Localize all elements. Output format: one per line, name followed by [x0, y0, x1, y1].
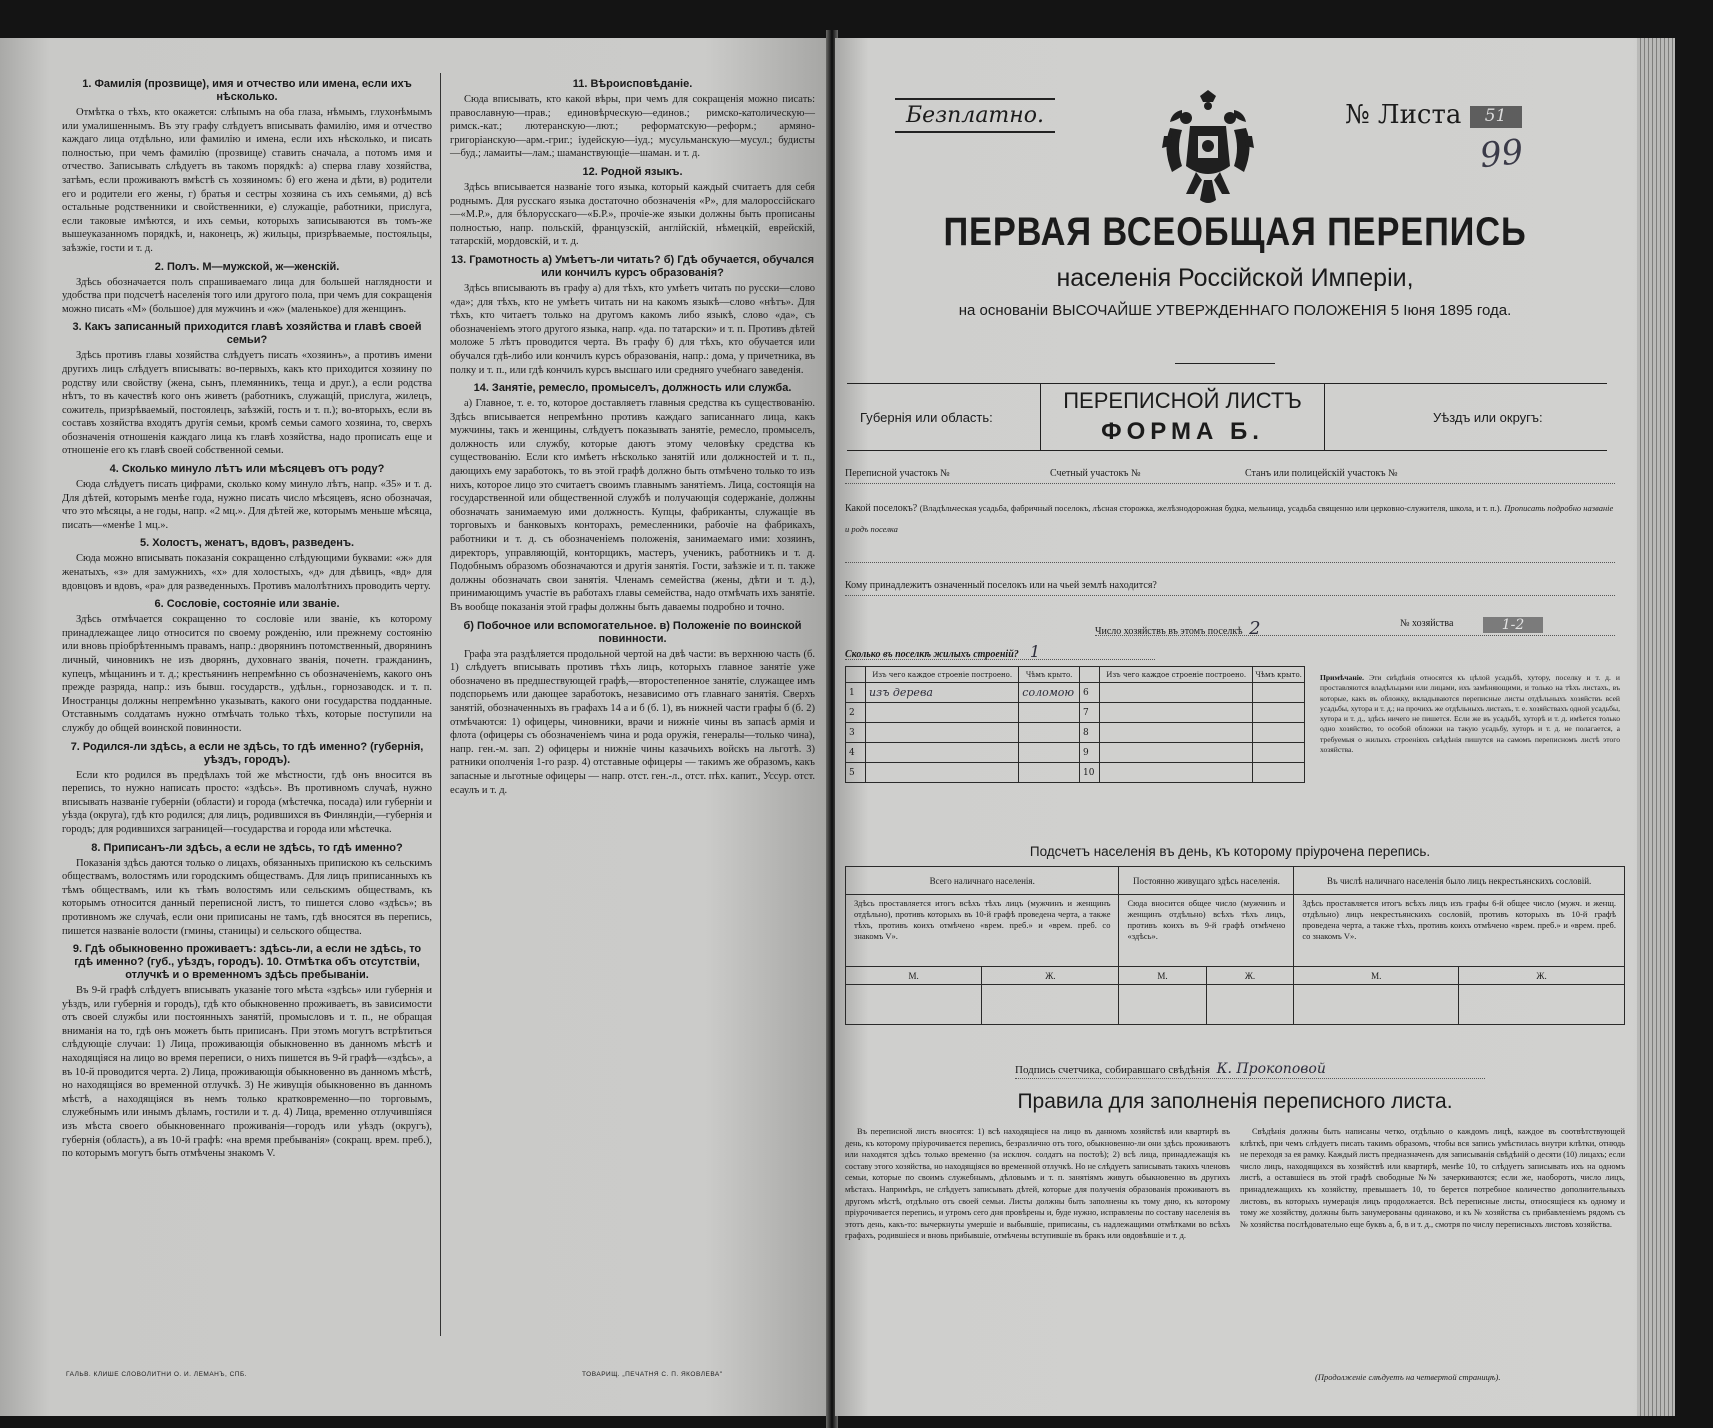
settlement-block [845, 498, 1615, 540]
imprint-right: ТОВАРИЩ. „ПЕЧАТНЯ С. П. ЯКОВЛЕВА" [582, 1371, 723, 1378]
buildings-table-header: Чѣмъ крыто. [1019, 667, 1080, 683]
building-roof [1019, 703, 1080, 723]
count-column-heading: Всего наличнаго населенія. [846, 867, 1119, 895]
building-material [1100, 763, 1253, 783]
count-value-cell [1459, 985, 1625, 1025]
female-column-label: Ж. [1459, 967, 1625, 985]
stamp-number: 99 [1478, 131, 1526, 177]
sheet-number-value: 51 [1470, 106, 1522, 128]
instruction-heading: б) Побочное или вспомогательное. в) Положеніе по воинской повинности. [463, 619, 802, 645]
right-page [835, 38, 1675, 1416]
rules-text-left: Въ переписной листъ вносятся: 1) всѣ находящіеся на лицо въ данномъ хозяйствѣ или квартирѣ въ день, къ которому пріурочивается перепись, безразлично отъ того, обыкновенно-ли они здѣсь проживаютъ или находятся здѣсь только временно (за исключ. солдатъ на постоѣ); 2) всѣ лица, принадлежащія къ составу этого хозяйства, но находящіяся во временной отлучкѣ. Но не слѣдуетъ записывать такихъ членовъ семьи, которые по своимъ служебнымъ, дѣловымъ и т. п. занятіямъ живутъ обыкновенно въ другихъ мѣстахъ. Напримѣръ, не слѣдуетъ записывать дѣтей, которые для полученія образованія проживаютъ въ другомъ мѣстѣ, отдѣльно отъ своей семьи. Листы должны быть заполнены къ тому дню, къ которому пріурочивается перепись, и утромъ сего дня провѣрены и, буде нужно, исправлены по составу населенія въ этотъ день, какъ-то: вычеркнуты умершіе и выбывшіе, приписаны, съ надлежащими отмѣтками во всѣхъ графахъ, родившіеся и вновь прибывшіе, отмѣчены вступившіе въ бракъ или овдовѣвшіе и т. д. [845, 1127, 1230, 1241]
instruction-text: Здѣсь обозначается полъ спрашиваемаго лица для большей наглядности и удобства при подсчетѣ населенія того или другого пола, при чемъ для сокращенія можно писать «М» (большое) для мужчинъ и «ж» (маленькое) для женщинъ. [62, 276, 432, 315]
building-material [1100, 723, 1253, 743]
instruction-heading: 11. Вѣроисповѣданіе. [572, 78, 693, 90]
instruction-heading: 3. Какъ записанный приходится главѣ хозяйства и главѣ своей семьи? [72, 321, 422, 347]
buildings-table-header [846, 667, 866, 683]
instruction-text: Здѣсь вписывается названіе того языка, который каждый считаетъ для себя роднымъ. Для русскаго языка достаточно обозначенія «Р», для малороссійскаго—«М.Р.», для бѣлорусскаго—«Б.Р.», прочіе-же языки должны быть прописаны полностью, напр. польскій, французскій, англійскій, нѣмецкій, еврейскій, татарскій, мордовскій, и т. д. [450, 181, 815, 248]
instruction-text: Графа эта раздѣляется продольной чертой на двѣ части: въ верхнюю часть (б. 1) слѣдуетъ вписывать противъ тѣхъ лицъ, которыхъ главное занятіе уже обозначено въ предшествующей графѣ,—второстепенное занятіе, служащее имъ подспорьемъ или дающее заработокъ, независимо отъ главнаго занятія. Сверхъ занятій, обозначенныхъ въ графахъ 14 а и б (б. 1), въ нижней части графы б (б. 2) отмѣчаются: 1) офицеры, чиновники, врачи и нижніе чины въ запасѣ армія и флота (офицеры съ обозначеніемъ чина и рода оружія, генералы—только чина), напр. ген.-м. зап. 2) офицеры и нижніе чины казачьихъ войскъ на льготѣ. 3) ратники ополченія 1-го разр. 4) отставные офицеры — такимъ же образомъ, какъ запасные и льготные офицеры — напр. отст. ген.-л., отст. пѣх. капит., Уссур. отст. есаулъ и т. д. [450, 648, 815, 796]
imprint-left: ГАЛЬВ. КЛИШЕ СЛОВОЛИТНИ О. И. ЛЕМАНЪ, СПБ. [66, 1371, 248, 1378]
instruction-heading: 2. Полъ. М—мужской, ж—женскій. [154, 260, 340, 273]
count-value-cell [1294, 985, 1459, 1025]
instruction-text: Отмѣтка о тѣхъ, кто окажется: слѣпымъ на оба глаза, нѣмымъ, глухонѣмымъ или умалишеннымъ. Въ эту графу слѣдуетъ вписывать фамилію, имя и отчество каждаго лица отдѣльно, или фамилію и имена, если ихъ нѣсколько, и писать полностью, при чемъ фамилію (прозвище) ставить сначала, а потомъ имя и отчество. Записывать слѣдуетъ въ такомъ порядкѣ: а) сперва главу хозяйства, затѣмъ, если проживаютъ вмѣстѣ съ хозяиномъ: б) его жена и дѣти, в) родители его и родители его жены, г) братья и сестры хозяина съ ихъ семьями, д) всѣ остальные родственники и свойственники, е) служащіе, работники, прислуга, если таковые имѣются, и ихъ семьи, которыхъ записываются въ томъ-же вышеуказанномъ порядкѣ, и, наконецъ, ж) жильцы, призрѣваемые, постояльцы, заѣзжіе, гости и т. д. [62, 107, 432, 254]
sheet-title: ПЕРЕПИСНОЙ ЛИСТЪ [1063, 388, 1302, 413]
building-roof: соломою [1019, 683, 1080, 703]
building-roof [1019, 723, 1080, 743]
note-block [1320, 673, 1620, 755]
instruction-heading: 9. Гдѣ обыкновенно проживаетъ: здѣсь-ли, а если не здѣсь, то гдѣ именно? (губ., уѣздъ, городъ). 10. Отмѣтка объ отсутствіи, отлучкѣ и о временномъ здѣсь пребываніи. [72, 943, 422, 982]
instruction-text: Въ 9-й графѣ слѣдуетъ вписывать указаніе того мѣста «здѣсь» или губернія и уѣздъ, или губернія и городъ), гдѣ кто обыкновенно проживаетъ, въ зависимости отъ своей службы или постоянныхъ занятій, промысловъ и т. п., не обращая вниманія на то, гдѣ онъ можетъ быть приписанъ. При этомъ могутъ встрѣтиться слѣдующіе случаи: 1) Лица, проживающія обыкновенно въ данномъ мѣстѣ и находящіяся на лицо во время переписи, о нихъ пишется въ 9-й графѣ—«здѣсь», а въ 10-й проводится черта. 2) Лица, проживающія обыкновенно въ данномъ мѣстѣ, но находящіяся во временной отлучкѣ. 3) Не живущія обыкновенно въ данномъ мѣстѣ, а находящіяся въ немъ только кратковременно—по торговымъ, служебнымъ или инымъ дѣламъ, гостили и т. д. 4) Лица, временно отлучившіяся изъ мѣста своего обыкновеннаго проживанія—городъ или уѣздъ (округъ), губернія (область), а въ 10-й графѣ: «на время пребыванія» (сокращ. врем. преб.), по которымъ могутъ быть отмѣчены знакомъ V. [62, 985, 432, 1160]
rules-text-right: Свѣдѣнія должны быть написаны четко, отдѣльно о каждомъ лицѣ, каждое въ соотвѣтствующей клѣткѣ, при чемъ слѣдуетъ писать такимъ образомъ, чтобы вся запись умѣстилась внутри клѣтки, отнюдь не переходя за ея рамку. Каждый листъ предназначенъ для записыванія свѣдѣній о десяти (10) лицахъ; если число лицъ, находящихся въ хозяйствѣ или квартирѣ, менѣе 10, то слѣдуетъ записывать ихъ на одномъ листѣ, а оставшіеся въ этой графѣ свободные №№ зачеркиваются; если же, наоборотъ, число лицъ, принадлежащихъ къ хозяйству, превышаетъ 10, то берется потребное количество дополнительныхъ листовъ, въ которыхъ нумерація лицъ продолжается. Всѣ переписные листы, относящіеся къ одному и тому же хозяйству, должны быть занумерованы одинаково, и къ № хозяйства съ прибавленіемъ рядомъ съ № хозяйства послѣдовательно еще буквъ а, б, в и т. д., смотря по числу переписныхъ листовъ хозяйства. [1240, 1127, 1625, 1229]
buildings-table-header: Изъ чего каждое строеніе построено. [866, 667, 1019, 683]
building-roof [1253, 743, 1305, 763]
buildings-label: Сколько въ поселкѣ жилыхъ строеній? [845, 649, 1019, 660]
building-material [866, 743, 1019, 763]
count-value-cell [1206, 985, 1294, 1025]
instruction-text: Сюда можно вписывать показанія сокращенно слѣдующими буквами: «ж» для женатыхъ, «з» для замужнихъ, «х» для холостыхъ, «д» для дѣвицъ, «вд» для вдовцовъ и вдовъ, «ра» для разведенныхъ. Противъ малолѣтнихъ проводить черту. [62, 553, 432, 592]
count-value-cell [846, 985, 982, 1025]
building-row-number: 10 [1080, 763, 1100, 783]
settlement-hint: (Владѣльческая усадьба, фабричный поселокъ, лѣсная сторожка, желѣзнодорожная будка, мельница, усадьба священно или церковно-служителя, школа, и т. п.). [919, 503, 1502, 513]
instruction-heading: 13. Грамотность а) Умѣетъ-ли читать? б) Гдѣ обучается, обучался или кончилъ курсъ образованія? [450, 253, 815, 279]
building-material [1100, 683, 1253, 703]
instruction-text: Если кто родился въ предѣлахъ той же мѣстности, гдѣ онъ вносится въ перепись, то нужно написать просто: «здѣсь». Въ противномъ случаѣ, нужно вписывать названіе губерніи (области) и города (мѣстечка, посада) или губерніи и уѣзда (округа), гдѣ кто родился; для лицъ, родившихся въ Финляндіи,—губернія и городъ; для родившихся заграницей—государства и города или мѣстечка. [62, 769, 432, 835]
building-row-number: 9 [1080, 743, 1100, 763]
building-row-number: 5 [846, 763, 866, 783]
building-row-number: 3 [846, 723, 866, 743]
buildings-table [845, 666, 1305, 783]
buildings-table-header: Чѣмъ крыто. [1253, 667, 1305, 683]
building-material [1100, 703, 1253, 723]
province-label: Губернія или область: [860, 410, 993, 425]
column-divider [440, 73, 441, 1336]
rules-title: Правила для заполненія переписного листа. [1017, 1090, 1453, 1113]
address-line [845, 468, 1615, 484]
settlement-line [845, 562, 1615, 563]
household-number-label: № хозяйства [1400, 618, 1454, 629]
households-label: Число хозяйствъ въ этомъ поселкѣ [1095, 626, 1243, 637]
building-roof [1253, 703, 1305, 723]
note-text: Эти свѣдѣнія относятся къ цѣлой усадьбѣ, хутору, поселку и т. д. и проставляются владѣльцами или лицами, ихъ замѣняющими, и только на тѣхъ листахъ, въ которые, какъ въ обложку, вкладываются переписные листы отдѣльныхъ хозяйствъ всей усадьбы, хутора и т. д.; на прочихъ же отдѣльныхъ листахъ, т. е. хозяйствахъ одной усадьбы, хутора и т. д., здѣсь ничего не пишется. Если же въ усадьбѣ, хуторѣ и т. д. имѣется только одно хозяйство, то особой обложки на такую усадьбу, хуторъ и т. д. не полагается, а требуемыя о жилыхъ строеніяхъ свѣдѣнія пишутся на самомъ переписномъ листѣ этого хозяйства. [1320, 673, 1620, 755]
census-section-label: Переписной участокъ № [845, 468, 950, 479]
instruction-heading: 12. Родной языкъ. [582, 165, 683, 178]
signature-label: Подпись счетчика, собиравшаго свѣдѣнія [1015, 1064, 1210, 1076]
households-value: 2 [1249, 618, 1261, 639]
district-label: Уѣздъ или округъ: [1433, 410, 1543, 425]
sheet-number-label: № Листа [1345, 100, 1462, 130]
instruction-heading: 14. Занятіе, ремесло, промыселъ, должность или служба. [473, 382, 792, 395]
instruction-text: Здѣсь отмѣчается сокращенно то сословіе или званіе, къ которому принадлежащее лицо относится по своему рожденію, или прежнему состоянію или вновь пріобрѣтеннымъ правамъ, напр.: дворянинъ потомственный, дворянинъ личный, чиновникъ не изъ дворянъ, духовнаго званія, почетн. гражданинъ, купецъ, мѣщанинъ и т. д.; крестьянинъ непремѣнно съ обозначеніемъ, какого онъ прежде разряда, напр.: изъ бывш. государств., удѣльн., горнозаводск. и т. п. Иностранцы должны непремѣнно указывать, какого они государства подданные. Отставнымъ солдатамъ нужно отмѣчать только тѣхъ, которые поступили на службу до общей воинской повинности. [62, 614, 432, 734]
count-section-label: Счетный участокъ № [1050, 468, 1141, 479]
buildings-table-header [1080, 667, 1100, 683]
building-material [866, 703, 1019, 723]
female-column-label: Ж. [1206, 967, 1294, 985]
building-roof [1253, 723, 1305, 743]
rules-continuation: (Продолженіе слѣдуетъ на четвертой страницѣ). [1315, 1372, 1501, 1382]
instruction-text: а) Главное, т. е. то, которое доставляетъ главныя средства къ существованію. Здѣсь вписывается непремѣнно противъ каждаго записаннаго лица, какъ мужчины, такъ и женщины, слѣдуетъ показывать занятіе, ремесло, промыселъ, должность или службу, которые даютъ этому человѣку средства къ существованію. Если кто имѣетъ нѣсколько занятій или должностей и т. п., дающихъ ему заработокъ, то въ этой графѣ должно быть отмѣчено только то изъ нихъ, которое лицо это считаетъ своимъ главнымъ занятіемъ. Лица, состоящія на государственной или общественной службѣ и получающія содержаніе, должны обозначать занимаемую ими должность. Купцы, фабриканты, служащіе въ торговыхъ и банковыхъ конторахъ, ремесленники, рабочіе на фабрикахъ, работники и т. д. съ обозначеніемъ положенія, занимаемаго ими: хозяинъ, директоръ, управляющій, конторщикъ, мастеръ, ученикъ, работникъ и т. д. Подобнымъ образомъ обозначаются и другія занятія. Гости, заѣзжіе и т. п. также должны обозначать свои занятія. Членамъ семейства (жены, дѣти и т. д.), принимающимъ участіе въ работахъ главы семейства, надо отмѣчать ихъ занятіе. Въ вообще показанія этой графы должны быть даваемы подробно и точно. [450, 398, 815, 613]
form-title: ФОРМА Б. [1101, 418, 1264, 445]
instruction-text: Здѣсь противъ главы хозяйства слѣдуетъ писать «хозяинъ», а противъ имени другихъ лицъ слѣдуетъ вписывать: во-первыхъ, какъ кто приходится хозяину по родству или свойству (жена, сынъ, племянникъ, теща и друг.), а если родства нѣтъ, то въ качествѣ кого онъ живетъ (работникъ, служащій, прислуга, жилецъ, сожитель, призрѣваемый, постоялецъ, заѣзжій, гость и т. п.); во-вторыхъ, если въ составъ хозяйства входятъ другія семьи, кромѣ семьи самого хозяина, то, сверхъ обозначенія отношенія каждаго лица къ главѣ хозяйства, надо прописать еще и отношеніе его къ главѣ своей собственной семьи. [62, 350, 432, 457]
building-roof [1019, 763, 1080, 783]
title-divider [1175, 363, 1275, 364]
count-value-cell [982, 985, 1119, 1025]
instruction-heading: 4. Сколько минуло лѣтъ или мѣсяцевъ отъ роду? [109, 463, 385, 476]
signature-line [1015, 1061, 1485, 1079]
male-column-label: М. [1119, 967, 1206, 985]
instruction-heading: 5. Холостъ, женатъ, вдовъ, разведенъ. [139, 537, 355, 550]
female-column-label: Ж. [982, 967, 1119, 985]
instruction-heading: 1. Фамилія (прозвище), имя и отчество или имена, если ихъ нѣсколько. [82, 78, 412, 103]
building-roof [1253, 763, 1305, 783]
building-roof [1019, 743, 1080, 763]
households-line [1095, 617, 1615, 639]
free-label: Безплатно. [895, 98, 1055, 133]
double-headed-eagle-emblem [1160, 88, 1256, 208]
buildings-line [845, 642, 1155, 660]
building-row-number: 4 [846, 743, 866, 763]
instructions-column-2 [450, 73, 815, 798]
building-row-number: 6 [1080, 683, 1100, 703]
count-column-text: Здѣсь проставляется итогъ всѣхъ лицъ изъ графы 6-й общее число (мужч. и женщ. отдѣльно) лицъ некрестьянскихъ сословій, противъ которыхъ въ 10-й графѣ проведена черта, а также тѣхъ, противъ коихъ отмѣчено «врем. преб.» и «врем. преб. со знакомъ V». [1294, 895, 1625, 967]
household-number-value: 1-2 [1483, 617, 1543, 633]
instruction-heading: 7. Родился-ли здѣсь, а если не здѣсь, то гдѣ именно? (губернія, уѣздъ, городъ). [70, 740, 424, 766]
count-column-heading: Въ числѣ наличнаго населенія было лицъ некрестьянскихъ сословій. [1294, 867, 1625, 895]
male-column-label: М. [846, 967, 982, 985]
building-material: изъ дерева [866, 683, 1019, 703]
stan-label: Станъ или полицейскій участокъ № [1245, 468, 1398, 479]
left-page [0, 38, 830, 1416]
population-count-table [845, 866, 1625, 1025]
page-edges [1637, 38, 1675, 1416]
settlement-hint-2: Прописать подробно названіе и родъ поселка [845, 503, 1614, 534]
count-title: Подсчетъ населенія въ день, къ которому пріурочена перепись. [1029, 844, 1431, 859]
instruction-heading: 8. Приписанъ-ли здѣсь, а если не здѣсь, то гдѣ именно? [91, 841, 403, 854]
building-row-number: 7 [1080, 703, 1100, 723]
signature-value: К. Прокоповой [1216, 1061, 1326, 1077]
building-row-number: 2 [846, 703, 866, 723]
owner-question: Кому принадлежитъ означенный поселокъ или на чьей землѣ находится? [845, 580, 1615, 596]
building-row-number: 8 [1080, 723, 1100, 743]
count-column-text: Сюда вносится общее число (мужчинъ и женщинъ отдѣльно) всѣхъ тѣхъ лицъ, противъ коихъ въ 9-й графѣ отмѣчено «здѣсь». [1119, 895, 1294, 967]
building-material [866, 723, 1019, 743]
census-subtitle: населенія Россійской Имперіи, [1056, 264, 1414, 292]
buildings-value: 1 [1029, 642, 1041, 661]
census-title: ПЕРВАЯ ВСЕОБЩАЯ ПЕРЕПИСЬ [943, 210, 1527, 254]
instruction-text: Сюда вписывать, кто какой вѣры, при чемъ для сокращенія можно писать: православную—прав.; единовѣрческую—единов.; римско-католическую—римск.-кат.; лютеранскую—лют.; реформатскую—реформ.; армяно-григоріанскую—арм.-григ.; іудейскую—іуд.; мусульманскую—мусул.; будисты—буд.; ламаиты—лам.; шаманствующіе—шаман. и т. д. [450, 94, 815, 160]
building-row-number: 1 [846, 683, 866, 703]
building-material [866, 763, 1019, 783]
buildings-table-header: Изъ чего каждое строеніе построено. [1100, 667, 1253, 683]
count-column-heading: Постоянно живущаго здѣсь населенія. [1119, 867, 1294, 895]
male-column-label: М. [1294, 967, 1459, 985]
building-roof [1253, 683, 1305, 703]
instruction-heading: 6. Сословіе, состояніе или званіе. [154, 598, 340, 611]
instruction-text: Показанія здѣсь даются только о лицахъ, обязанныхъ припискою къ сельскимъ обществамъ, волостямъ или городскимъ обществамъ. Для лицъ приписанныхъ къ тѣмъ обществамъ, или къ тѣмъ волостямъ или сельскимъ обществамъ, къ которымъ относится данный переписной листъ, то пишется слово «здѣсь»; въ противномъ же случаѣ, если они приписаны не тамъ, гдѣ вносятся въ перепись, пишется названіе волости (гмины, станицы) и сельского общества. [62, 857, 432, 937]
instruction-text: Сюда слѣдуетъ писать цифрами, сколько кому минуло лѣтъ, напр. «35» и т. д. Для дѣтей, которымъ менѣе года, нужно писать число мѣсяцевъ, ясно обозначая, что это мѣсяцы, а не годы, напр. «2 мц.». Для дѣтей же, которымъ меньше мѣсяца, писать—«менѣе 1 мц.». [62, 479, 432, 531]
count-column-text: Здѣсь проставляется итогъ всѣхъ тѣхъ лицъ (мужчинъ и женщинъ отдѣльно), противъ которыхъ въ 10-й графѣ проведена черта, а также тѣхъ, противъ коихъ отмѣчено «врем. преб.» и «врем. преб. со знакомъ V». [846, 895, 1119, 967]
legal-basis: на основаніи ВЫСОЧАЙШЕ УТВЕРЖДЕННАГО ПОЛОЖЕНІЯ 5 Іюня 1895 года. [958, 302, 1512, 319]
instruction-text: Здѣсь вписывають въ графу а) для тѣхъ, кто умѣетъ читать по русски—слово «да»; для тѣхъ, кто не умѣетъ читать ни на какомъ языкѣ—слово «нѣтъ». Для тѣхъ, кто читаетъ только на другомъ какомъ либо языкѣ, слово «да», съ обозначеніемъ этого другого языка, напр. «да. по татарски» и т. п. Противъ дѣтей моложе 5 лѣтъ проводится черта. Въ графу б) для тѣхъ, кто обучается или обучался гдѣ-либо или кончилъ курсъ образованія, напр.: дома, у причетника, въ полку и т. п., или гдѣ кончилъ курсъ высшаго или средняго учебнаго заведенія. [450, 282, 815, 376]
count-value-cell [1119, 985, 1206, 1025]
sheet-number-block [1345, 100, 1522, 130]
settlement-question: Какой поселокъ? [845, 503, 918, 514]
note-title: Примѣчаніе. [1320, 673, 1365, 682]
building-material [1100, 743, 1253, 763]
instructions-column-1 [62, 73, 432, 1162]
